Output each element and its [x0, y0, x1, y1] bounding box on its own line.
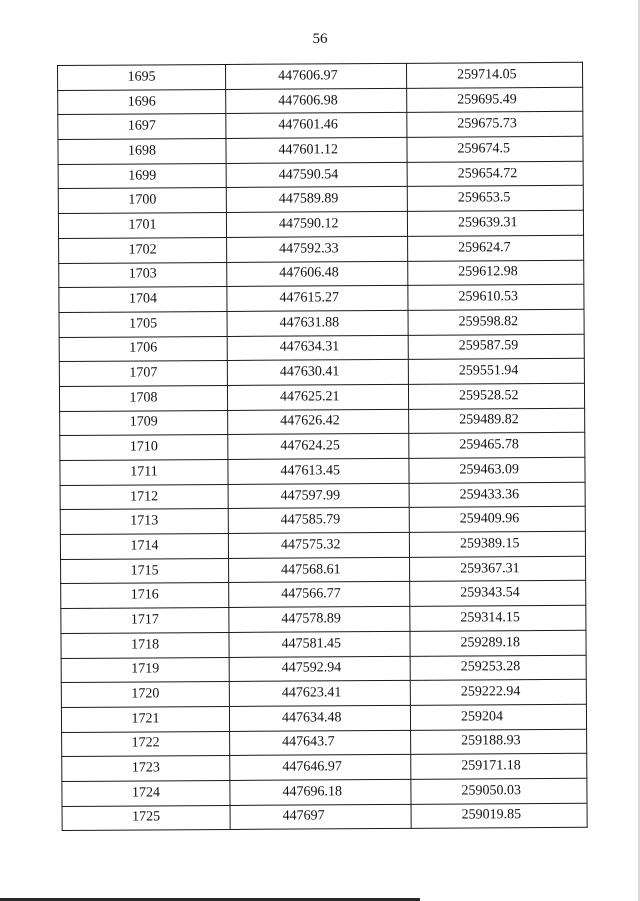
table-row — [58, 161, 583, 189]
y-coordinate-cell: 259465.78 — [409, 433, 585, 459]
x-coordinate-cell: 447606.98 — [226, 88, 407, 114]
y-coordinate-cell: 259433.36 — [409, 482, 585, 508]
page-number: 56 — [312, 31, 328, 47]
point-number-cell: 1712 — [60, 484, 228, 510]
y-coordinate-cell: 259675.73 — [407, 112, 583, 138]
table-row — [62, 778, 587, 806]
x-coordinate-cell: 447634.31 — [227, 335, 408, 361]
y-coordinate-cell: 259367.31 — [410, 556, 586, 582]
y-coordinate-cell: 259714.05 — [406, 62, 582, 88]
table-row — [59, 359, 584, 387]
table-row — [60, 433, 585, 461]
point-number-cell: 1714 — [60, 534, 228, 560]
point-number-cell: 1703 — [59, 262, 227, 288]
point-number-cell: 1718 — [61, 632, 229, 658]
point-number-cell: 1724 — [62, 780, 230, 806]
x-coordinate-cell: 447597.99 — [228, 483, 409, 509]
x-coordinate-cell: 447585.79 — [228, 508, 409, 534]
x-coordinate-cell: 447606.97 — [225, 63, 406, 89]
point-number-cell: 1707 — [59, 361, 227, 387]
x-coordinate-cell: 447630.41 — [227, 360, 408, 386]
y-coordinate-cell: 259222.94 — [410, 679, 586, 705]
point-number-cell: 1706 — [59, 336, 227, 362]
y-coordinate-cell: 259050.03 — [411, 778, 587, 804]
y-coordinate-cell: 259343.54 — [410, 581, 586, 607]
y-coordinate-cell: 259389.15 — [409, 531, 585, 557]
x-coordinate-cell: 447581.45 — [229, 631, 410, 657]
table-row — [59, 235, 584, 263]
x-coordinate-cell: 447575.32 — [228, 532, 409, 558]
table-row — [59, 334, 584, 362]
x-coordinate-cell: 447624.25 — [228, 434, 409, 460]
point-number-cell: 1721 — [61, 706, 229, 732]
point-number-cell: 1722 — [62, 731, 230, 757]
x-coordinate-cell: 447631.88 — [227, 310, 408, 336]
table-row — [62, 803, 587, 831]
table-row — [60, 408, 585, 436]
y-coordinate-cell: 259695.49 — [407, 87, 583, 113]
point-number-cell: 1699 — [58, 163, 226, 189]
x-coordinate-cell: 447634.48 — [229, 705, 410, 731]
table-row — [58, 186, 583, 214]
table-row — [61, 581, 586, 609]
y-coordinate-cell: 259610.53 — [408, 284, 584, 310]
point-number-cell: 1698 — [58, 139, 226, 165]
point-number-cell: 1697 — [58, 114, 226, 140]
point-number-cell: 1725 — [62, 805, 230, 831]
y-coordinate-cell: 259653.5 — [407, 186, 583, 212]
table-row — [59, 260, 584, 288]
table-row — [61, 704, 586, 732]
y-coordinate-cell: 259598.82 — [408, 309, 584, 335]
table-row — [58, 136, 583, 164]
y-coordinate-cell: 259253.28 — [410, 655, 586, 681]
point-number-cell: 1720 — [61, 682, 229, 708]
table-row — [60, 531, 585, 559]
y-coordinate-cell: 259551.94 — [408, 359, 584, 385]
x-coordinate-cell: 447601.46 — [226, 113, 407, 139]
table-row — [59, 284, 584, 312]
y-coordinate-cell: 259654.72 — [407, 161, 583, 187]
x-coordinate-cell: 447566.77 — [229, 582, 410, 608]
table-row — [59, 383, 584, 411]
x-coordinate-cell: 447590.12 — [226, 211, 407, 237]
x-coordinate-cell: 447568.61 — [229, 557, 410, 583]
y-coordinate-cell: 259528.52 — [408, 383, 584, 409]
point-number-cell: 1702 — [59, 237, 227, 263]
table-row — [59, 309, 584, 337]
x-coordinate-cell: 447590.54 — [226, 162, 407, 188]
coordinates-table — [57, 62, 588, 832]
y-coordinate-cell: 259204 — [410, 704, 586, 730]
x-coordinate-cell: 447625.21 — [227, 384, 408, 410]
point-number-cell: 1723 — [62, 756, 230, 782]
y-coordinate-cell: 259171.18 — [411, 754, 587, 780]
table-row — [62, 754, 587, 782]
table-row — [58, 87, 583, 115]
table-row — [61, 630, 586, 658]
y-coordinate-cell: 259639.31 — [407, 210, 583, 236]
point-number-cell: 1716 — [61, 583, 229, 609]
point-number-cell: 1709 — [60, 410, 228, 436]
table-row — [62, 729, 587, 757]
x-coordinate-cell: 447626.42 — [228, 409, 409, 435]
point-number-cell: 1695 — [58, 64, 226, 90]
point-number-cell: 1704 — [59, 287, 227, 313]
y-coordinate-cell: 259674.5 — [407, 136, 583, 162]
x-coordinate-cell: 447592.33 — [227, 236, 408, 262]
point-number-cell: 1705 — [59, 311, 227, 337]
point-number-cell: 1696 — [58, 89, 226, 115]
point-number-cell: 1700 — [58, 188, 226, 214]
table-row — [58, 210, 583, 238]
point-number-cell: 1719 — [61, 657, 229, 683]
y-coordinate-cell: 259188.93 — [411, 729, 587, 755]
x-coordinate-cell: 447578.89 — [229, 606, 410, 632]
x-coordinate-cell: 447623.41 — [229, 681, 410, 707]
x-coordinate-cell: 447696.18 — [230, 779, 411, 805]
x-coordinate-cell: 447592.94 — [229, 656, 410, 682]
point-number-cell: 1717 — [61, 608, 229, 634]
table-row — [60, 457, 585, 485]
y-coordinate-cell: 259624.7 — [408, 235, 584, 261]
point-number-cell: 1713 — [60, 509, 228, 535]
y-coordinate-cell: 259587.59 — [408, 334, 584, 360]
table-row — [60, 482, 585, 510]
x-coordinate-cell: 447606.48 — [227, 261, 408, 287]
y-coordinate-cell: 259409.96 — [409, 507, 585, 533]
y-coordinate-cell: 259019.85 — [411, 803, 587, 829]
table-row — [58, 62, 583, 90]
table-row — [58, 112, 583, 140]
y-coordinate-cell: 259314.15 — [410, 605, 586, 631]
y-coordinate-cell: 259612.98 — [408, 260, 584, 286]
point-number-cell: 1711 — [60, 459, 228, 485]
point-number-cell: 1715 — [61, 558, 229, 584]
x-coordinate-cell: 447589.89 — [226, 187, 407, 213]
x-coordinate-cell: 447615.27 — [227, 286, 408, 312]
y-coordinate-cell: 259489.82 — [409, 408, 585, 434]
x-coordinate-cell: 447646.97 — [230, 755, 411, 781]
x-coordinate-cell: 447613.45 — [228, 458, 409, 484]
point-number-cell: 1701 — [58, 213, 226, 239]
x-coordinate-cell: 447697 — [230, 804, 411, 830]
x-coordinate-cell: 447643.7 — [230, 730, 411, 756]
table-row — [61, 556, 586, 584]
y-coordinate-cell: 259463.09 — [409, 457, 585, 483]
table-row — [61, 679, 586, 707]
table-row — [60, 507, 585, 535]
x-coordinate-cell: 447601.12 — [226, 137, 407, 163]
point-number-cell: 1710 — [60, 435, 228, 461]
table-row — [61, 655, 586, 683]
table-row — [61, 605, 586, 633]
point-number-cell: 1708 — [59, 385, 227, 411]
y-coordinate-cell: 259289.18 — [410, 630, 586, 656]
